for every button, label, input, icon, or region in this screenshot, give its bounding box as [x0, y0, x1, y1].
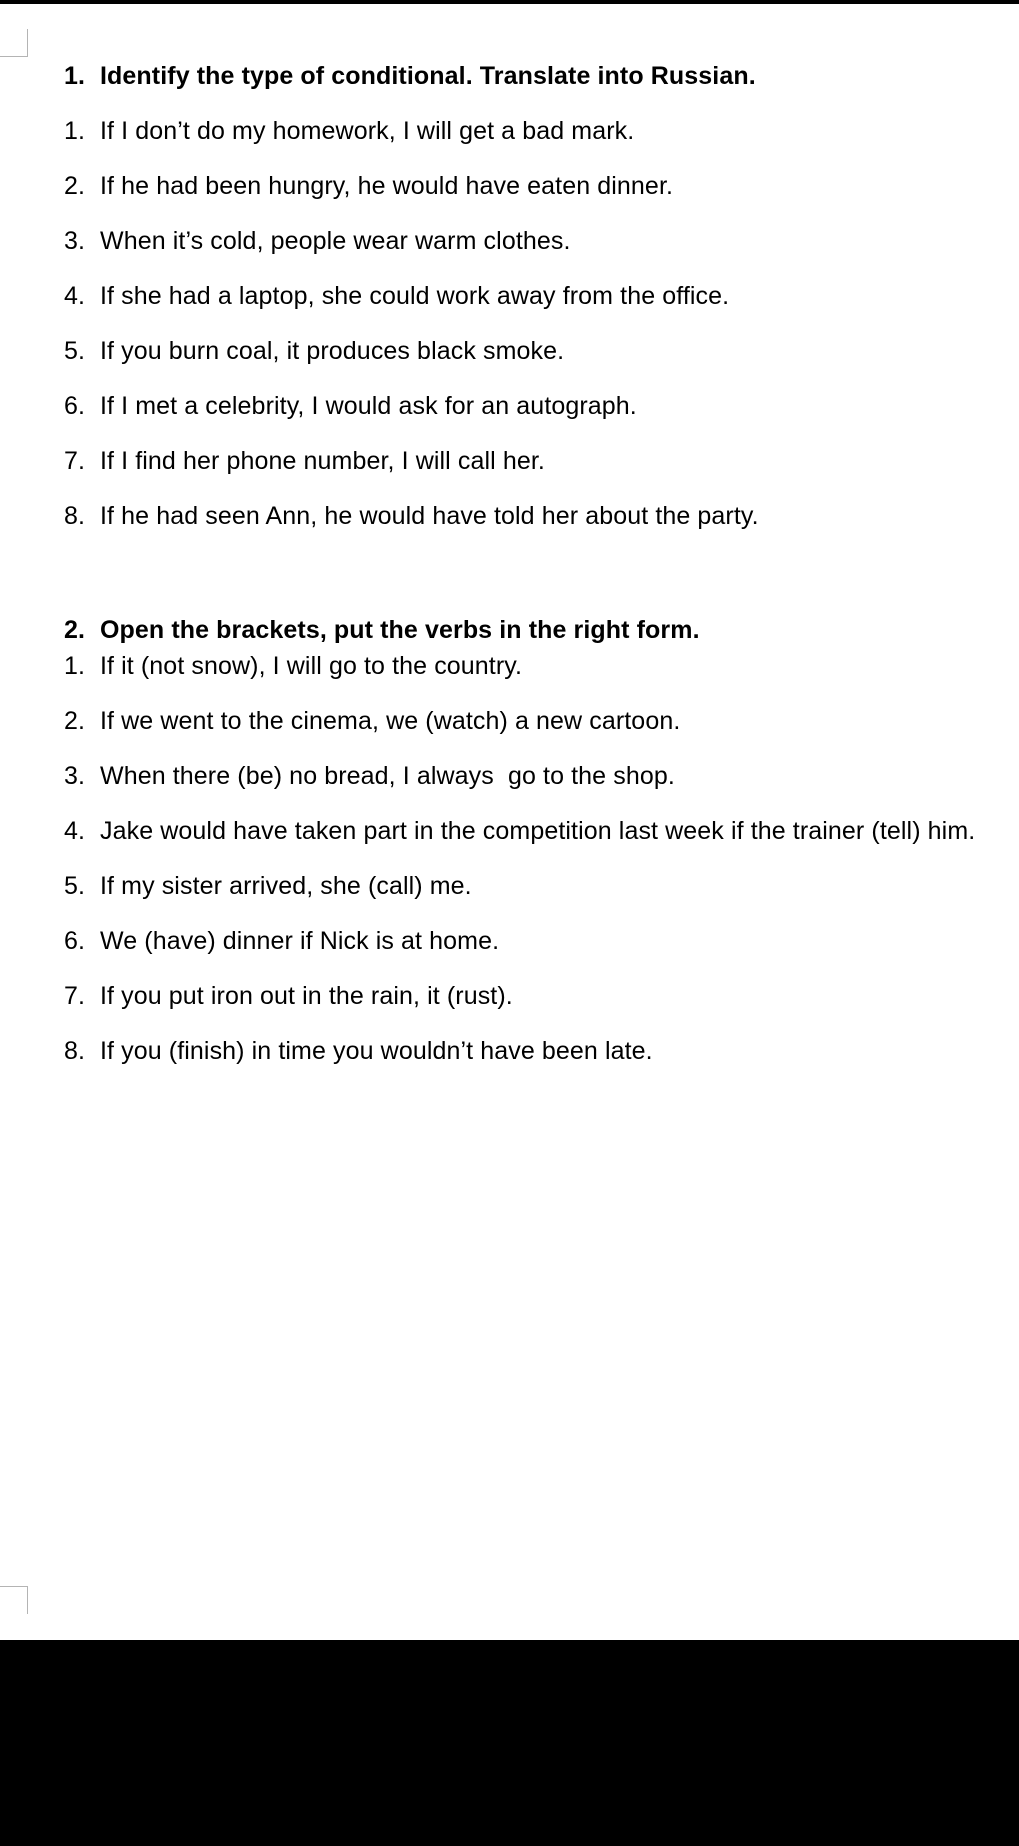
item-number: 6. — [64, 392, 86, 420]
item-number: 8. — [64, 1037, 86, 1065]
list-item — [64, 1034, 1004, 1069]
exercise-2-title: Open the brackets, put the verbs in the right form. — [100, 616, 700, 644]
item-text: If you burn coal, it produces black smoke. — [100, 337, 565, 365]
list-item — [64, 224, 1004, 259]
item-number: 8. — [64, 502, 86, 530]
item-text: If he had been hungry, he would have eaten dinner. — [100, 172, 674, 200]
item-number: 5. — [64, 872, 86, 900]
list-item — [64, 649, 1004, 684]
item-number: 2. — [64, 172, 86, 200]
item-number: 7. — [64, 982, 86, 1010]
item-text: If I met a celebrity, I would ask for an autograph. — [100, 392, 637, 420]
item-number: 1. — [64, 652, 86, 680]
item-text: When it’s cold, people wear warm clothes. — [100, 227, 571, 255]
item-text: If I don’t do my homework, I will get a bad mark. — [100, 117, 635, 145]
list-item — [64, 869, 1004, 904]
item-text: If you put iron out in the rain, it (rust). — [100, 982, 513, 1010]
list-item — [64, 279, 1004, 314]
item-text: If we went to the cinema, we (watch) a new cartoon. — [100, 707, 681, 735]
exercise-2-number: 2. — [64, 616, 86, 644]
item-number: 2. — [64, 707, 86, 735]
list-item — [64, 704, 1004, 739]
item-number: 6. — [64, 927, 86, 955]
list-item — [64, 924, 1004, 959]
exercise-2-heading — [64, 613, 1004, 648]
exercise-1-number: 1. — [64, 62, 86, 90]
list-item — [64, 499, 1004, 534]
list-item — [64, 389, 1004, 424]
item-text: We (have) dinner if Nick is at home. — [100, 927, 500, 955]
list-item — [64, 444, 1004, 479]
item-number: 5. — [64, 337, 86, 365]
exercise-1 — [64, 59, 1004, 554]
list-item — [64, 979, 1004, 1014]
list-item — [64, 334, 1004, 369]
item-text: If my sister arrived, she (call) me. — [100, 872, 472, 900]
bottom-margin-corner-mark — [0, 1586, 28, 1614]
document-page — [0, 4, 1019, 1640]
item-number: 3. — [64, 227, 86, 255]
item-number: 4. — [64, 817, 86, 845]
item-text: When there (be) no bread, I always go to the shop. — [100, 762, 675, 790]
item-text: If it (not snow), I will go to the country. — [100, 652, 523, 680]
list-item — [64, 114, 1004, 149]
list-item — [64, 814, 1004, 849]
exercise-2 — [64, 613, 1004, 1089]
exercise-1-title: Identify the type of conditional. Translate into Russian. — [100, 62, 756, 90]
item-number: 3. — [64, 762, 86, 790]
top-margin-corner-mark — [0, 29, 28, 57]
item-text: If I find her phone number, I will call her. — [100, 447, 545, 475]
screen-black-bar — [0, 1640, 1019, 1846]
item-number: 4. — [64, 282, 86, 310]
item-text: If he had seen Ann, he would have told her about the party. — [100, 502, 759, 530]
item-text: If she had a laptop, she could work away from the office. — [100, 282, 730, 310]
list-item — [64, 759, 1004, 794]
item-text: If you (finish) in time you wouldn’t have been late. — [100, 1037, 653, 1065]
item-number: 1. — [64, 117, 86, 145]
item-text: Jake would have taken part in the competition last week if the trainer (tell) him. — [100, 817, 976, 845]
exercise-1-heading — [64, 59, 1004, 94]
item-number: 7. — [64, 447, 86, 475]
list-item — [64, 169, 1004, 204]
